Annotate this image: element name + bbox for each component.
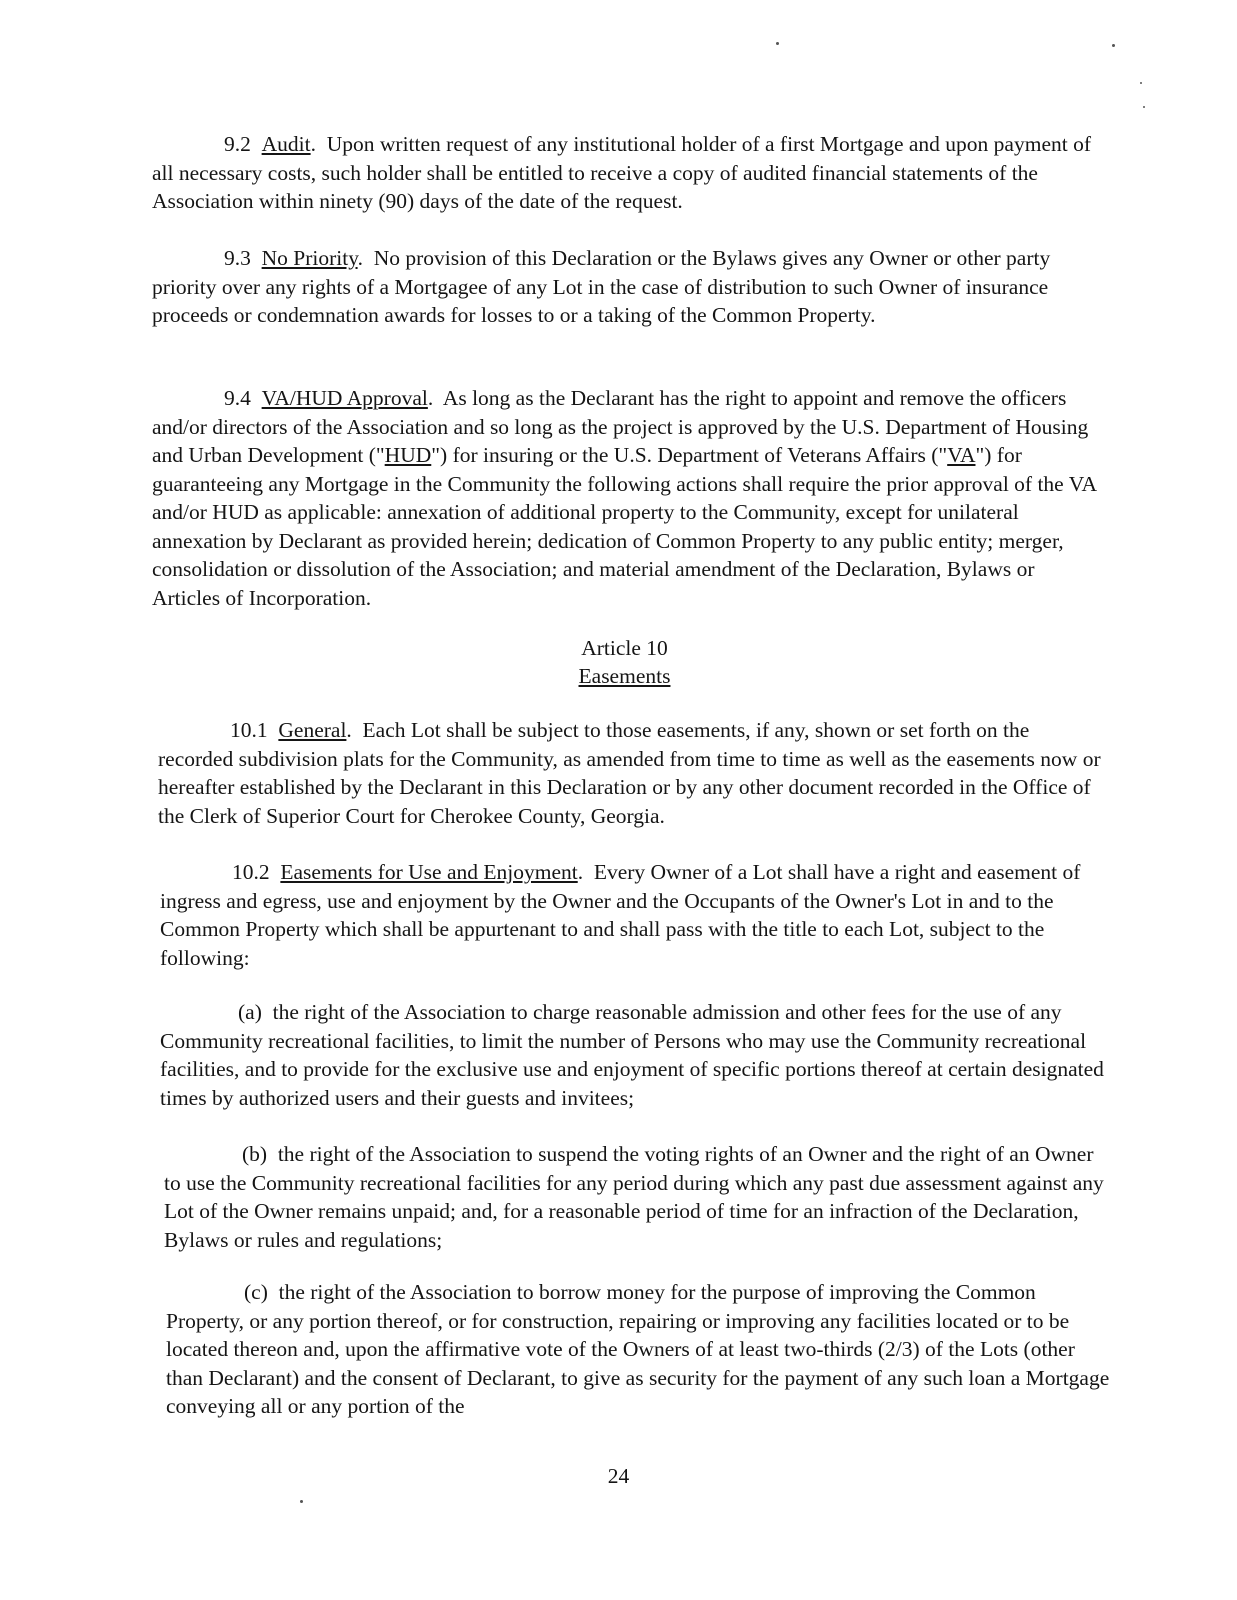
section-number: 10.2 (232, 860, 270, 884)
section-title: Audit (261, 132, 311, 156)
section-number: 9.3 (224, 246, 251, 270)
section-10-1: 10.1 General. Each Lot shall be subject to those easements, if any, shown or set forth on the recorded subdivision plats for the Community, as amended from time to time as well as the easements now or hereafter established by the Declarant in this Declaration or by any other document recorded in the Office of the Clerk of Superior Court for Cherokee County, Georgia. (158, 718, 1101, 828)
section-text: Every Owner of a Lot shall have a right and easement of ingress and egress, use and enjoyment by the Owner and the Occupants of the Owner's Lot in and to the Common Property which shall be appurtenant to and shall pass with the title to each Lot, subject to the following: (160, 860, 1081, 970)
section-10-2: 10.2 Easements for Use and Enjoyment. Every Owner of a Lot shall have a right and easement of ingress and egress, use and enjoyment by the Owner and the Occupants of the Owner's Lot in and to the Common Property which shall be appurtenant to and shall pass with the title to each Lot, subject to the following: (160, 860, 1081, 970)
scan-speck (1140, 82, 1142, 84)
clause-text: the right of the Association to charge reasonable admission and other fees for the use of any Community recreational facilities, to limit the number of Persons who may use the Community recreational facilities, and to provide for the exclusive use and enjoyment of specific portions thereof at certain designated times by authorized users and their guests and invitees; (160, 1000, 1104, 1110)
clause-label: (b) (242, 1142, 268, 1166)
article-heading (0, 634, 1237, 690)
section-number: 9.4 (224, 386, 251, 410)
section-text: Each Lot shall be subject to those easements, if any, shown or set forth on the recorded subdivision plats for the Community, as amended from time to time as well as the easements now or hereafter established by the Declarant in this Declaration or by any other document recorded in the Office of the Clerk of Superior Court for Cherokee County, Georgia. (158, 718, 1101, 828)
scan-speck (1112, 44, 1115, 47)
page-number: 24 (607, 1464, 630, 1488)
clause-c (166, 1278, 1116, 1421)
article-label: Article 10 (581, 636, 668, 660)
section-text: Upon written request of any institutional holder of a first Mortgage and upon payment of all necessary costs, such holder shall be entitled to receive a copy of audited financial statements of the Association within ninety (90) days of the date of the request. (152, 132, 1092, 213)
section-9-3: 9.3 No Priority. No provision of this Declaration or the Bylaws gives any Owner or other party priority over any rights of a Mortgagee of any Lot in the case of distribution to such Owner of insurance proceeds or condemnation awards for losses to or a taking of the Common Property. (152, 246, 1051, 327)
clause-text: the right of the Association to borrow money for the purpose of improving the Common Property, or any portion thereof, or for construction, repairing or improving any facilities located or to be located thereon and, upon the affirmative vote of the Owners of at least two-thirds (2/3) of the Lots (other than Declarant) and the consent of Declarant, to give as security for the payment of any such loan a Mortgage conveying all or any portion of the (166, 1280, 1110, 1418)
clause-b (164, 1140, 1114, 1254)
clause-label: (a) (238, 1000, 262, 1024)
hud-abbreviation: HUD (384, 443, 432, 467)
section-text: ") for guaranteeing any Mortgage in the Community the following actions shall require the prior approval of the VA and/or HUD as applicable: annexation of additional property to the Community, except for unilateral annexation by Declarant as provided herein; dedication of Common Property to any public entity; merger, consolidation or dissolution of the Association; and material amendment of the Declaration, Bylaws or Articles of Incorporation. (152, 443, 1096, 610)
section-title: General (278, 718, 347, 742)
section-title: Easements for Use and Enjoyment (280, 860, 578, 884)
section-text: No provision of this Declaration or the Bylaws gives any Owner or other party priority over any rights of a Mortgagee of any Lot in the case of distribution to such Owner of insurance proceeds or condemnation awards for losses to or a taking of the Common Property. (152, 246, 1051, 327)
scan-speck (300, 1500, 303, 1503)
clause-text: the right of the Association to suspend the voting rights of an Owner and the right of an Owner to use the Community recreational facilities for any period during which any past due assessment against any Lot of the Owner remains unpaid; and, for a reasonable period of time for an infraction of the Declaration, Bylaws or rules and regulations; (164, 1142, 1104, 1252)
section-9-4: 9.4 VA/HUD Approval. As long as the Declarant has the right to appoint and remove the officers and/or directors of the Association and so long as the project is approved by the U.S. Department of Housing and Urban Development ("HUD") for insuring or the U.S. Department of Veterans Affairs ("VA") for guaranteeing any Mortgage in the Community the following actions shall require the prior approval of the VA and/or HUD as applicable: annexation of additional property to the Community, except for unilateral annexation by Declarant as provided herein; dedication of Common Property to any public entity; merger, consolidation or dissolution of the Association; and material amendment of the Declaration, Bylaws or Articles of Incorporation. (152, 386, 1096, 610)
section-number: 9.2 (224, 132, 251, 156)
clause-a (160, 998, 1110, 1112)
section-text: As long as the Declarant has the right to appoint and remove the officers and/or directors of the Association and so long as the project is approved by the U.S. Department of Housing and Urban Development (" (152, 386, 1089, 467)
article-title: Easements (578, 664, 671, 688)
section-title: VA/HUD Approval (261, 386, 428, 410)
va-abbreviation: VA (947, 443, 976, 467)
clause-label: (c) (244, 1280, 268, 1304)
section-title: No Priority (261, 246, 358, 270)
section-9-2: 9.2 Audit. Upon written request of any institutional holder of a first Mortgage and upon payment of all necessary costs, such holder shall be entitled to receive a copy of audited financial statements of the Association within ninety (90) days of the date of the request. (152, 132, 1092, 213)
section-number: 10.1 (230, 718, 268, 742)
scan-speck (1143, 106, 1145, 108)
scan-speck (776, 42, 779, 45)
section-text: ") for insuring or the U.S. Department of Veterans Affairs (" (431, 443, 948, 467)
